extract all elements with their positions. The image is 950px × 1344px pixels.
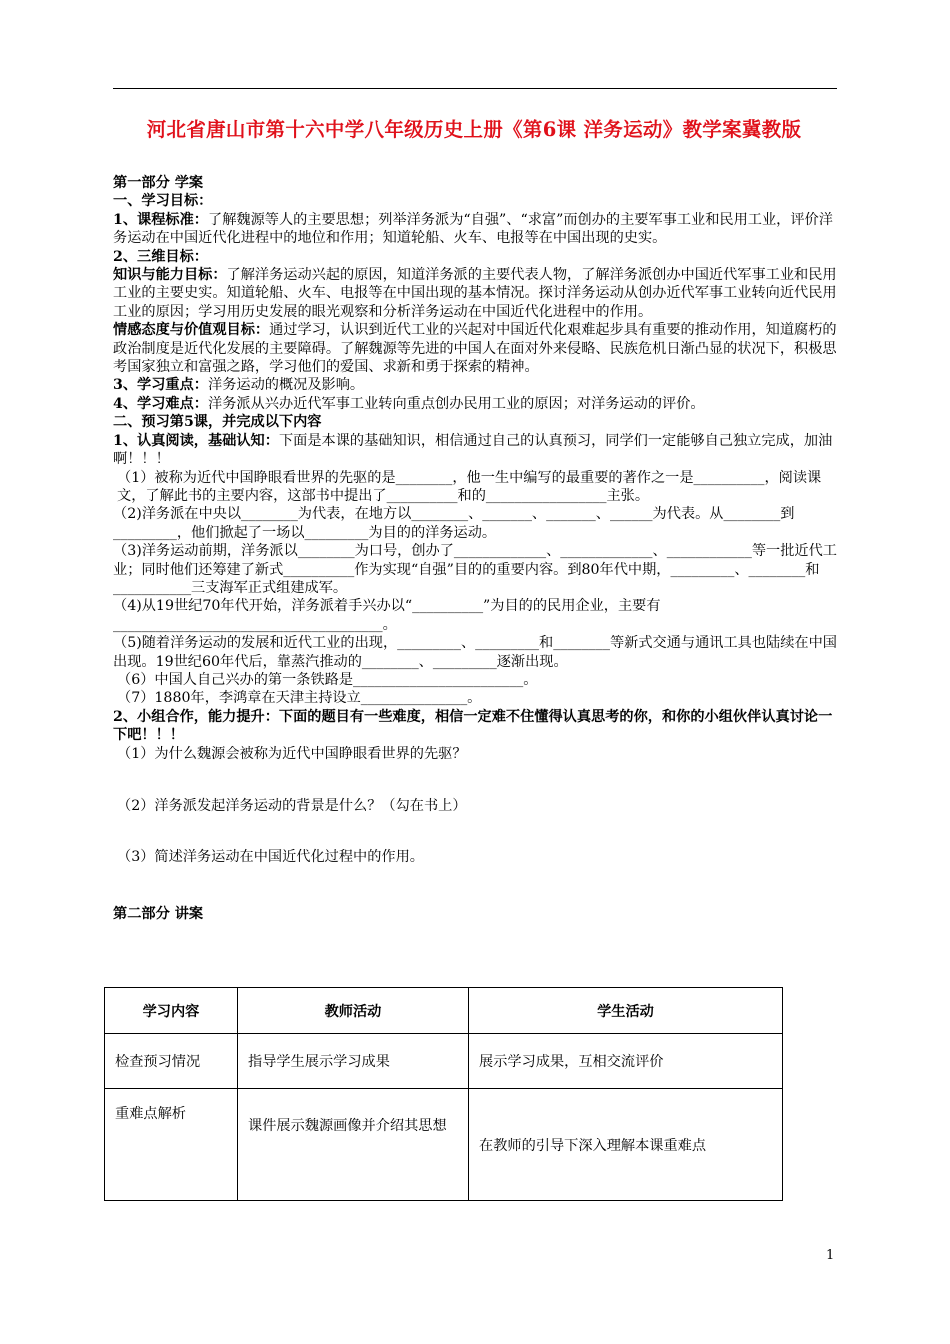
discussion-2: （2）洋务派发起洋务运动的背景是什么？（勾在书上）: [117, 798, 467, 814]
key-points-label: 3、学习重点：: [113, 377, 208, 394]
discussion-3: （3）简述洋务运动在中国近代化过程中的作用。: [117, 849, 424, 866]
basic-reading-text: 下面是本课的基础知识，相信通过自己的认真预习，同学们一定能够自己独立完成，加油啊！！！: [113, 432, 833, 468]
basic-reading: [113, 432, 839, 469]
question-6: （6）中国人自己兴办的第一条铁路是________________________。: [117, 671, 538, 688]
question-2: （2)洋务派在中央以________为代表，在地方以________、_______、_______、______为代表。从________到_________，他们掀起了一场以_________为目的的洋务运动。: [113, 506, 795, 541]
difficult-points-text: 洋务派从兴办近代军事工业转向重点创办民用工业的原因；对洋务运动的评价。: [208, 395, 705, 412]
table-row: [105, 1089, 783, 1201]
table-header-row: [105, 988, 783, 1034]
three-dim-goals-heading: 2、三维目标：: [113, 248, 208, 265]
question-5: （5)随着洋务运动的发展和近代工业的出现，_________、_________和________等新式交通与通讯工具也陆续在中国出现。19世纪60年代后，靠蒸汽推动的________、_________逐渐出现。: [113, 635, 837, 670]
difficult-points-label: 4、学习难点：: [113, 395, 208, 412]
section-preview: 二、预习第5课，并完成以下内容: [113, 414, 322, 431]
section-learning-goals: 一、学习目标：: [113, 193, 213, 210]
curriculum-standard: [113, 211, 839, 248]
curriculum-standard-text: 了解魏源等人的主要思想；列举洋务派为“自强”、“求富”而创办的主要军事工业和民用工业，评价洋务运动在中国近代化进程中的地位和作用；知道轮船、火车、电报等在中国出现的史实。: [113, 211, 833, 247]
group-work-heading: 2、小组合作，能力提升：下面的题目有一些难度，相信一定难不住懂得认真思考的你，和你的小组伙伴认真讨论一下吧！！！: [113, 708, 833, 744]
table-cell: 指导学生展示学习成果: [238, 1034, 469, 1089]
document-title: 河北省唐山市第十六中学八年级历史上册《第6课 洋务运动》教学案冀教版: [146, 118, 802, 141]
curriculum-standard-label: 1、课程标准：: [113, 211, 208, 228]
table-cell: 在教师的引导下深入理解本课重难点: [469, 1089, 783, 1201]
question-4: （4)从19世纪70年代开始，洋务派着手兴办以“__________”为目的的民用企业，主要有______________________________________。: [113, 598, 661, 633]
key-points-text: 洋务运动的概况及影响。: [208, 377, 365, 394]
question-3: （3)洋务运动前期，洋务派以________为口号，创办了_____________、_____________、____________等一批近代工业；同时他们还筹建了新式__________作为实现“自强”目的的重要内容。到80年代中期，_________、________和___________三支海军正式组建成军。: [113, 543, 837, 596]
difficult-points: [113, 395, 839, 413]
key-points: [113, 376, 839, 394]
attitude-values-goal: [113, 321, 839, 376]
table-cell: 课件展示魏源画像并介绍其思想: [238, 1089, 469, 1201]
page-number: 1: [826, 1248, 835, 1263]
table-header-cell: 学生活动: [469, 988, 783, 1034]
knowledge-ability-goal: [113, 266, 839, 321]
table-header-cell: 学习内容: [105, 988, 238, 1034]
part2-heading: 第二部分 讲案: [113, 905, 204, 922]
question-1: （1）被称为近代中国睁眼看世界的先驱的是________，他一生中编写的最重要的著作之一是__________，阅读课文，了解此书的主要内容，这部书中提出了__________和的_________________主张。: [117, 469, 822, 504]
lecture-plan-table: [104, 987, 783, 1201]
part1-heading: 第一部分 学案: [113, 175, 204, 191]
knowledge-ability-label: 知识与能力目标：: [113, 267, 227, 284]
table-row: [105, 1034, 783, 1089]
study-plan-section: [113, 174, 839, 923]
table-cell: 检查预习情况: [105, 1034, 238, 1089]
attitude-values-text: 通过学习，认识到近代工业的兴起对中国近代化艰难起步具有重要的推动作用，知道腐朽的政治制度是近代化发展的主要障碍。了解魏源等先进的中国人在面对外来侵略、民族危机日渐凸显的状况下，积极思考国家独立和富强之路，学习他们的爱国、求新和勇于探索的精神。: [113, 322, 837, 376]
table-header-cell: 教师活动: [238, 988, 469, 1034]
header-rule: [113, 88, 837, 89]
table-cell: 展示学习成果，互相交流评价: [469, 1034, 783, 1089]
discussion-1: （1）为什么魏源会被称为近代中国睁眼看世界的先驱？: [117, 745, 467, 762]
knowledge-ability-text: 了解洋务运动兴起的原因，知道洋务派的主要代表人物，了解洋务派创办中国近代军事工业和民用工业的主要史实。知道轮船、火车、电报等在中国出现的基本情况。探讨洋务运动从创办近代军事工业转向近代民用工业的原因；学习用历史发展的眼光观察和分析洋务运动在中国近代化进程中的作用。: [113, 267, 837, 320]
table-cell: 重难点解析: [105, 1089, 238, 1201]
basic-reading-label: 1、认真阅读，基础认知：: [113, 432, 279, 449]
attitude-values-label: 情感态度与价值观目标：: [113, 322, 270, 339]
question-7: （7）1880年，李鸿章在天津主持设立_______________。: [117, 690, 482, 707]
